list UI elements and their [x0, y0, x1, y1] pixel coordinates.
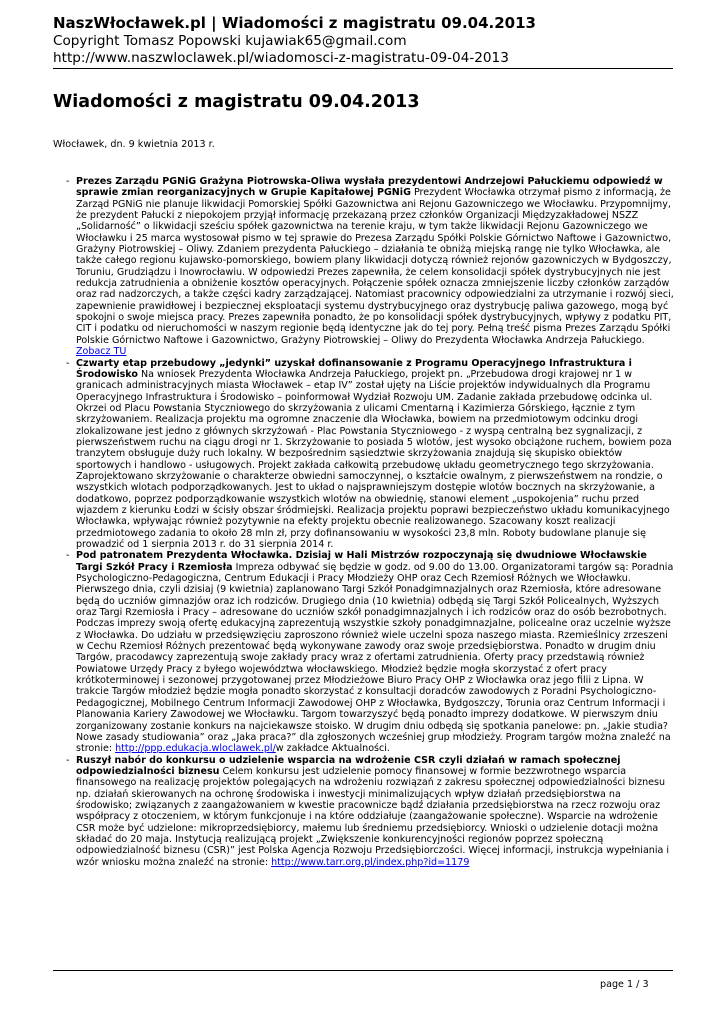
news-item	[66, 176, 674, 358]
news-item-headline: Ruszył nabór do konkursu o udzielenie wsparcia na wdrożenie CSR czyli działań w ramach społecznej odpowiedzialności biznesu	[76, 754, 621, 777]
page-number: page 1 / 3	[600, 979, 649, 990]
news-list	[66, 176, 674, 868]
bullet-marker: -	[66, 357, 70, 369]
news-item-link[interactable]: http://ppp.edukacja.wloclawek.pl/	[115, 743, 276, 755]
bullet-marker: -	[66, 550, 70, 562]
footer-divider	[53, 970, 673, 971]
news-item-body: Na wniosek Prezydenta Włocławka Andrzeja Pałuckiego, projekt pn. „Przebudowa drogi krajowej nr 1 w granicach administracyjnych miasta Włocławek – etap IV” został ujęty na Liście projektów indywidualnych dla Programu Operacyjnego Infrastruktura i Środowisko – poinformował Wydział Rozwoju UM. Zadanie zakłada przebudowę odcinka ul. Okrzei od Placu Powstania Styczniowego do skrzyżowania z ulicami Cmentarną i Kazimierza Górskiego, łącznie z tym skrzyżowaniem. Realizacja projektu ma ogromne znaczenie dla Włocławka, bowiem na przedmiotowym odcinku drogi zlokalizowane jest jedno z głównych skrzyżowań - Plac Powstania Styczniowego - z wyspą centralną bez sygnalizacji, z pierwszeństwem ruchu na ciągu drogi nr 1. Skrzyżowanie to posiada 5 wlotów, jest wysoko obciążone ruchem, bowiem poza tranzytem obsługuje duży ruch lokalny. W bezpośrednim sąsiedztwie skrzyżowania znajdują się skupisko obiektów sportowych i handlowo - usługowych. Projekt zakłada całkowitą przebudowę układu geometrycznego tego skrzyżowania. Zaprojektowano skrzyżowanie o charakterze obwiedni samoczynnej, o kształcie owalnym, z pierwszeństwem na rondzie, o wszystkich wlotach podporządkowanych. Jest to układ o najsprawniejszym dostępie wlotów bocznych na skrzyżowanie, a dodatkowo, poprzez podporządkowanie wszystkich wlotów na obwiednię, stanowi element „uspokojenia” ruchu przed wjazdem z kierunku Łodzi w ścisły obszar śródmiejski. Realizacja projektu poprawi bezpieczeństwo układu komunikacyjnego Włocławka, wpływając również pozytywnie na efekty projektu obecnie realizowanego. Szacowany koszt realizacji przedmiotowego zadania to około 28 mln zł, przy dofinansowaniu w wysokości 23,8 mln. Roboty budowlane planuje się prowadzić od 1 sierpnia 2013 r. do 31 sierpnia 2014 r.	[76, 368, 672, 550]
document-header	[53, 14, 673, 67]
header-title: NaszWłocławek.pl | Wiadomości z magistratu 09.04.2013	[53, 14, 536, 32]
header-copyright: Copyright Tomasz Popowski kujawiak65@gmail.com	[53, 33, 407, 49]
news-item-headline: Pod patronatem Prezydenta Włocławka. Dzisiaj w Hali Mistrzów rozpoczynają się dwudniowe Włocławskie Targi Szkół Pracy i Rzemiosła	[76, 550, 647, 573]
news-item	[66, 358, 674, 551]
news-item	[66, 755, 674, 868]
news-item-body: Impreza odbywać się będzie w godz. od 9.00 do 13.00. Organizatorami targów są: Poradnia Psychologiczno-Pedagogiczna, Centrum Edukacji i Pracy Młodzieży OHP oraz Cech Rzemiosł Różnych we Włocławku. Pierwszego dnia, czyli dzisiaj (9 kwietnia) zaplanowano Targi Szkół Ponadgimnazjalnych oraz Rzemiosła, które adresowane będą do uczniów gimnazjów oraz ich rodziców. Drugiego dnia (10 kwietnia) odbędą się Targi Szkół Policealnych, Wyższych oraz Targi Rzemiosła i Pracy – adresowane do uczniów szkół ponadgimnazjalnych i ich rodziców oraz do osób bezrobotnych. Podczas imprezy swoją ofertę edukacyjną zaprezentują wszystkie szkoły ponadgimnazjalne, policealne oraz uczelnie wyższe z Włocławka. Do udziału w przedsięwzięciu zaproszono również wiele uczelni spoza naszego miasta. Rzemieślnicy zrzeszeni w Cechu Rzemiosł Różnych prezentować będą wykonywane zawody oraz swoje przedsiębiorstwa. Ponadto w drugim dniu Targów, pracodawcy zaprezentują swoje zakłady pracy wraz z ofertami zatrudnienia. Oferty pracy przedstawią również Powiatowe Urzędy Pracy z byłego województwa włocławskiego. Młodzież będzie mogła skorzystać z ofert pracy krótkoterminowej i sezonowej przygotowanej przez Młodzieżowe Biuro Pracy OHP z Włocławka oraz jego filii z Lipna. W trakcie Targów młodzież będzie mogła ponadto skorzystać z konsultacji doradców zawodowych z Poradni Psychologiczno-Pedagogicznej, Mobilnego Centrum Informacji Zawodowej OHP z Włocławka, Bydgoszczy, Torunia oraz Centrum Informacji i Planowania Kariery Zawodowej we Włocławku. Targom towarzyszyć będą ponadto imprezy dodatkowe. W pierwszym dniu zorganizowany zostanie konkurs na najciekawsze stoisko. W drugim dniu odbędą się spotkania panelowe: pn. „Jakie studia? Nowe zasady studiowania” oraz „Jaka praca?” dla zgłoszonych wcześniej grup młodzieży. Program targów można znaleźć na stronie:	[76, 561, 674, 755]
news-item-headline: Czwarty etap przebudowy „jedynki” uzyskał dofinansowanie z Programu Operacyjnego Infrastruktura i Środowisko	[76, 357, 632, 380]
article-dateline: Włocławek, dn. 9 kwietnia 2013 r.	[53, 139, 215, 150]
news-item	[66, 550, 674, 754]
bullet-marker: -	[66, 754, 70, 766]
news-item-headline: Prezes Zarządu PGNiG Grażyna Piotrowska-Oliwa wysłała prezydentowi Andrzejowi Pałuckiemu odpowiedź w sprawie zmian reorganizacyjnych w Grupie Kapitałowej PGNiG	[76, 176, 663, 199]
news-item-body: Celem konkursu jest udzielenie pomocy finansowej w formie bezzwrotnego wsparcia finansowego na realizację projektów polegających na wdrożeniu rozwiązań z zakresu społecznej odpowiedzialności biznesu np. działań skierowanych na ochronę środowiska i inwestycji minimalizujących wpływ działań przedsiębiorstwa na środowisko; związanych z zaangażowaniem w kwestie pracownicze bądź działania przedsiębiorstwa na rzecz rozwoju oraz współpracy z otoczeniem, w którym funkcjonuje i na które oddziałuje (zaangażowanie społeczne). Wsparcie na wdrożenie CSR może być udzielone: mikroprzedsiębiorcy, małemu lub średniemu przedsiębiorcy. Wnioski o udzielenie dotacji można składać do 20 maja. Instytucją realizującą projekt „Zwiększenie konkurencyjności regionów poprzez społeczną odpowiedzialność biznesu (CSR)” jest Polska Agencja Rozwoju Przedsiębiorczości. Więcej informacji, instrukcja wypełniania i wzór wniosku można znaleźć na stronie:	[76, 765, 670, 868]
bullet-marker: -	[66, 176, 70, 187]
article-title: Wiadomości z magistratu 09.04.2013	[53, 92, 420, 112]
header-url: http://www.naszwloclawek.pl/wiadomosci-z-magistratu-09-04-2013	[53, 50, 509, 66]
header-divider	[53, 68, 673, 69]
news-item-link[interactable]: Zobacz TU	[76, 346, 127, 358]
news-item-link[interactable]: http://www.tarr.org.pl/index.php?id=1179	[271, 856, 470, 868]
news-item-tail: w zakładce Aktualności.	[275, 743, 390, 755]
news-item-body: Prezydent Włocławka otrzymał pismo z informacją, że Zarząd PGNiG nie planuje likwidacji Pomorskiej Spółki Gazownictwa ani Rejonu Gazowniczego we Włocławku. Przypomnijmy, że prezydent Pałucki z niepokojem przyjął informację przekazaną przez członków Organizacji Międzyzakładowej NSZZ „Solidarność” o likwidacji sześciu spółek gazownictwa na terenie kraju, w tym także likwidacji Rejonu Gazowniczego we Włocławku i 25 marca wystosował pismo w tej sprawie do Prezesa Zarządu Spółki Polskie Górnictwo Naftowe i Gazownictwo, Grażyny Piotrowskiej – Oliwy. Zdaniem prezydenta Pałuckiego – działania te obniżą miejską rangę nie tylko Włocławka, ale także całego regionu kujawsko-pomorskiego, bowiem plany likwidacji dotyczą również rejonów gazowniczych w Bydgoszczy, Toruniu, Grudziądzu i Inowrocławiu. W odpowiedzi Prezes zapewniła, że celem konsolidacji spółek dystrybucyjnych nie jest redukcja zatrudnienia a obniżenie kosztów operacyjnych. Połączenie spółek oznacza zmniejszenie liczby członków zarządów oraz rad nadzorczych, a także części kadry zarządzającej. Natomiast pracownicy odpowiedzialni za utrzymanie i rozwój sieci, zapewnienie prawidłowej i bezpiecznej eksploatacji systemu dystrybucyjnego oraz dystrybucję paliwa gazowego, mogą być spokojni o swoje miejsca pracy. Prezes zapewniła ponadto, że po konsolidacji spółek dystrybucyjnych, wpływy z podatku PIT, CIT i podatku od nieruchomości w naszym regionie będą identyczne jak do tej pory. Pełną treść pisma Prezes Zarządu Spółki Polskie Górnictwo Naftowe i Gazownictwo, Grażyny Piotrowskiej – Oliwy do Prezydenta Włocławka Andrzeja Pałuckiego.	[76, 187, 674, 346]
